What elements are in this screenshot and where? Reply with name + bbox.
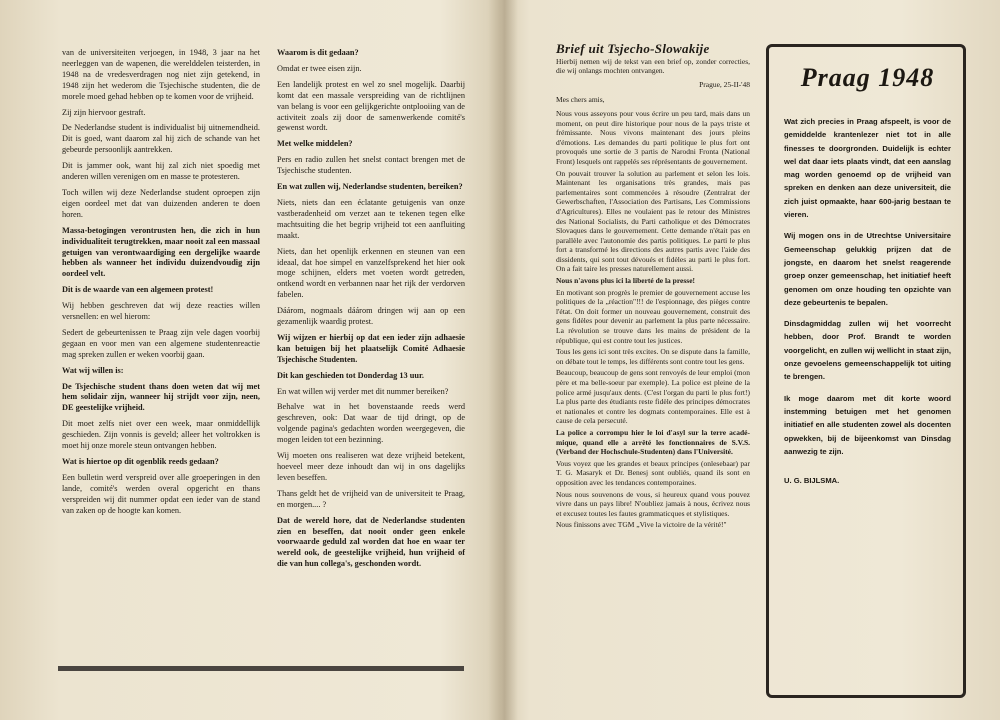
paragraph: Sedert de gebeurtenissen te Praag zijn vele dagen voorbij gegaan en voor men van een algemene studentenreactie mag spreken zullen er weken voorbij gaan. (62, 327, 260, 359)
paragraph: Nous n'avons plus ici la liberté de la presse! (556, 276, 696, 286)
paragraph: Massa-betogingen verontrusten hen, die zich in hun individualiteit terugtrekken, maar nooit zal een massaal getuigen van verontwaardiging een dergelijke waarde hebben als wanneer het individu duizendvoudig zijn oordeel velt. (62, 225, 260, 279)
paragraph: Wat is hiertoe op dit ogenblik reeds gedaan? (62, 457, 219, 466)
box-paragraph: Ik moge daarom met dit korte woord instemming betuigen met het genomen initiatief en alle studenten zowel als docenten opwekken, bij de bijeenkomst van Dinsdag aanwezig te zijn. (784, 393, 951, 456)
paragraph: Nous nous souvenons de vous, si heureux quand vous pouvez vivre dans un pays libre! N'oubliez jamais à nous, écrivez nous et excusez toutes les fautes grammaticques et stylistiques. (556, 489, 750, 518)
paragraph: Een bulletin werd verspreid over alle groeperingen in den lande, comité's werden overal opgericht en thans verspreiden wij dit nummer opdat een ieder van de stand van zaken op de hoogte kan komen. (62, 472, 260, 515)
letter-column (556, 41, 750, 532)
bottom-rule (58, 666, 464, 671)
paragraph: Beaucoup, beaucoup de gens sont renvoyés de leur emploi (mon père et ma belle-soeur par exemple). La police est pleine de la police armé jusqu'aux dents. (C'est l'organ du parti le plus fort!) La plus parte des étudiants reste fidèle des principes démocrates et nationales et contre les dogmats contemporaines. Elle est à cause de cela persecuté. (556, 368, 750, 426)
box-paragraph: Dinsdagmiddag zullen wij het voorrecht hebben, door Prof. Brandt te worden voorgelicht, en zullen wij wellicht in staat zijn, onze gevoelens gemeenschappelijk tot uiting te brengen. (784, 319, 951, 382)
paragraph: Nous finissons avec TGM „Vive la victoire de la vérité!" (556, 520, 727, 530)
paragraph: Dat de wereld hore, dat de Nederlandse studenten zien en beseffen, dat nooit onder geen enkele voorwaarde geduld zal worden dat hoe en waar ter wereld ook, de geestelijke vrijheid, hun vrijheid of die van hun collega's, geschonden wordt. (277, 515, 465, 569)
left-page-column-1 (62, 48, 260, 522)
paragraph: Wij moeten ons realiseren wat deze vrijheid betekent, hoeveel meer deze inhoudt dan wij in ons dagelijks leven beseffen. (277, 451, 465, 482)
paragraph: De Tsjechische student thans doen weten dat wij met hem solidair zijn, wanneer hij strijdt voor zijn, neen, DE geestelijke vrijheid. (62, 381, 260, 413)
paragraph: van de universiteiten verjoegen, in 1948, 3 jaar na het neerleggen van de wapenen, die werelddelen teisterden, in 1948 na de vredesverdragen nog niet zijn getekend, in 1948 zijn het wederom die Tsjechische studenten, die de morele moed gehad hebben op te komen voor de vrijheid. (62, 48, 260, 101)
box-paragraph: Wat zich precies in Praag afspeelt, is voor de gemiddelde krantenlezer niet tot in alle finesses te doorgronden. Duidelijk is echter wel dat daar iets plaats vindt, dat een aanslag mag worden genoemd op de vrijheid van spreken en denken aan deze universiteit, die zich juist opmaakte, haar 600-jarig bestaan te vieren. (784, 117, 951, 220)
paragraph: Een landelijk protest en wel zo snel mogelijk. Daarbij komt dat een massale verspreiding van de richtlijnen van belang is voor een gelijkgerichte ontplooiing van de activiteit zoals zij door de samenwerkende comité's gewenst wordt. (277, 79, 465, 133)
paragraph: Vous voyez que les grandes et beaux principes (onlesebaar) par T. G. Masaryk et Dr. Benesj sont oubliés, quand ils sont en opposition avec les tendances contemporaines. (556, 458, 750, 487)
paragraph: Thans geldt het de vrijheid van de universiteit te Praag, en morgen.... ? (277, 488, 465, 509)
paragraph: Behalve wat in het bovenstaande reeds werd geschreven, ook: Dat waar de tijd dringt, op de volgende pagina's gedachten worden weergegeven, die mogen leiden tot een bezinning. (277, 402, 465, 445)
paragraph: Omdat er twee eisen zijn. (277, 63, 362, 73)
paragraph: Dit kan geschieden tot Donderdag 13 uur. (277, 370, 424, 380)
paragraph: Niets, niets dan een éclatante getuigenis van onze vastberadenheid om verzet aan te tekenen tegen elke machtsuiting die het begrip vrijheid tot een aanfluiting maakt. (277, 197, 465, 240)
page-gutter (488, 0, 518, 720)
paragraph: La police a corrompu hier le loi d'asyl sur la terre académique, quand elle a arrêté les fonctionnaires de S.V.S. (Verband der Hochschule-Studenten) dans l'Université. (556, 427, 750, 457)
paragraph: De Nederlandse student is individualist bij uitnemendheid. Dit is goed, want daarom zal hij zich de schande van het gebeurde persoonlijk aantrekken. (62, 123, 260, 155)
paragraph: Wij hebben geschreven dat wij deze reacties willen versnellen: en wel hierom: (62, 301, 260, 322)
box-signature: U. G. BIJLSMA. (784, 476, 840, 486)
paragraph: Waarom is dit gedaan? (277, 48, 359, 57)
paragraph: Tous les gens ici sont très excites. On se dispute dans la famille, on débate tout le temps, les différents sont contre tout les gens. (556, 347, 750, 366)
letter-intro: Hierbij nemen wij de tekst van een brief op, zonder correcties, die wij onlangs mochten ontvangen. (556, 56, 750, 76)
letter-body (556, 109, 750, 530)
left-page-column-2 (277, 48, 465, 575)
box-paragraph: Wij mogen ons in de Utrechtse Universitaire Gemeenschap gelukkig prijzen dat de jongste, en daarom het snelst reagerende groep onzer gemeenschap, het initiatief heeft genomen om onze houding ten opzichte van deze gebeurtenis te bepalen. (784, 231, 951, 307)
paragraph: Met welke middelen? (277, 139, 353, 149)
paragraph: Zij zijn hiervoor gestraft. (62, 107, 146, 117)
paragraph: Dáárom, nogmaals dáárom dringen wij aan op een gezamenlijk waardig protest. (277, 306, 465, 327)
letter-title: Brief uit Tsjecho-Slowakije (556, 41, 710, 56)
paragraph: Dit is de waarde van een algemeen protest! (62, 285, 214, 295)
letter-dateline: Prague, 25-II-'48 (699, 79, 750, 89)
paragraph: En motivant son progrès le premier de gouvernement accuse les politiques de la „réaction"!!! de l'espionnage, des pièges contre l'état. On doit former un nouveau gouvernement, construit des gens fidèles pour devenir au parlement la plus parte nécessaire. La révolution se trouve dans les mains de président de la république, qui est contre tout les justices. (556, 287, 750, 345)
paragraph: Pers en radio zullen het snelst contact brengen met de Tsjechische studenten. (277, 155, 465, 176)
box-body (784, 115, 951, 458)
paragraph: Niets, dan het openlijk erkennen en steunen van een ideaal, dat hoe simpel en vanzelfsprekend het hier ook moge schijnen, elders met voeten wordt getreden, ontkend wordt en verbannen naar het rijk der verdorven fabelen. (277, 246, 465, 300)
letter-salutation: Mes chers amis, (556, 95, 605, 105)
paragraph: Dit is jammer ook, want hij zal zich niet spoedig met anderen willen verenigen om en masse te protesteren. (62, 161, 260, 182)
box-title: Praag 1948 (800, 63, 935, 92)
paragraph: Toch willen wij deze Nederlandse student oproepen zijn eigen oordeel met dat van duizenden anderen te doen horen. (62, 187, 260, 219)
paragraph: Wat wij willen is: (62, 365, 124, 375)
paragraph: Wij wijzen er hierbij op dat een ieder zijn adhaesie kan betuigen bij het plaatselijk Comité Adhaesie Tsjechische Studenten. (277, 332, 465, 364)
paragraph: Dit moet zelfs niet over een week, maar onmiddellijk geschieden. Zijn vonnis is geveld; alleer het voltrokken is moet hij onze morele steun ontvangen hebben. (62, 419, 260, 451)
paragraph: En wat zullen wij, Nederlandse studenten, bereiken? (277, 182, 463, 192)
praag-1948-box (766, 44, 966, 698)
paragraph: On pouvait trouver la solution au parlement et selon les lois. Maintenant les organisations très grandes, mais pas parlementaires sont commencées à résoudre (Zentralrat der Gewerbschaften, l'Association des Partisans, Les Commissions d'Agricultures). Elles ne voulaient pas le retour des Ministres des National Socialists, du Parti catholique et des Démocrates Slovaques dans le gouvernement. Cette demande n'était pas en parallèle avec l'autonomie des partis politiques. Le parti le plus fort a transformé les directions des autres partis avec l'aide des dissidents, qui sont tout dévoués et fidèles au parti le plus fort. On a fait taire les presses naturellement aussi. (556, 168, 750, 274)
paragraph: Nous vous asseyons pour vous écrire un peu tard, mais dans un moment, on peut dire historique pour nous de la pays triste et frémissante. Nous vivons maintenant des jours pleins d'émotions. Les demandes du parti politique le plus fort ont provoqués une sortie de 3 partis de Narodni Fronta (National Front) lesquels ont rappelés ses réprésentants de gouvernement. (556, 108, 750, 166)
paragraph: En wat willen wij verder met dit nummer bereiken? (277, 386, 449, 396)
